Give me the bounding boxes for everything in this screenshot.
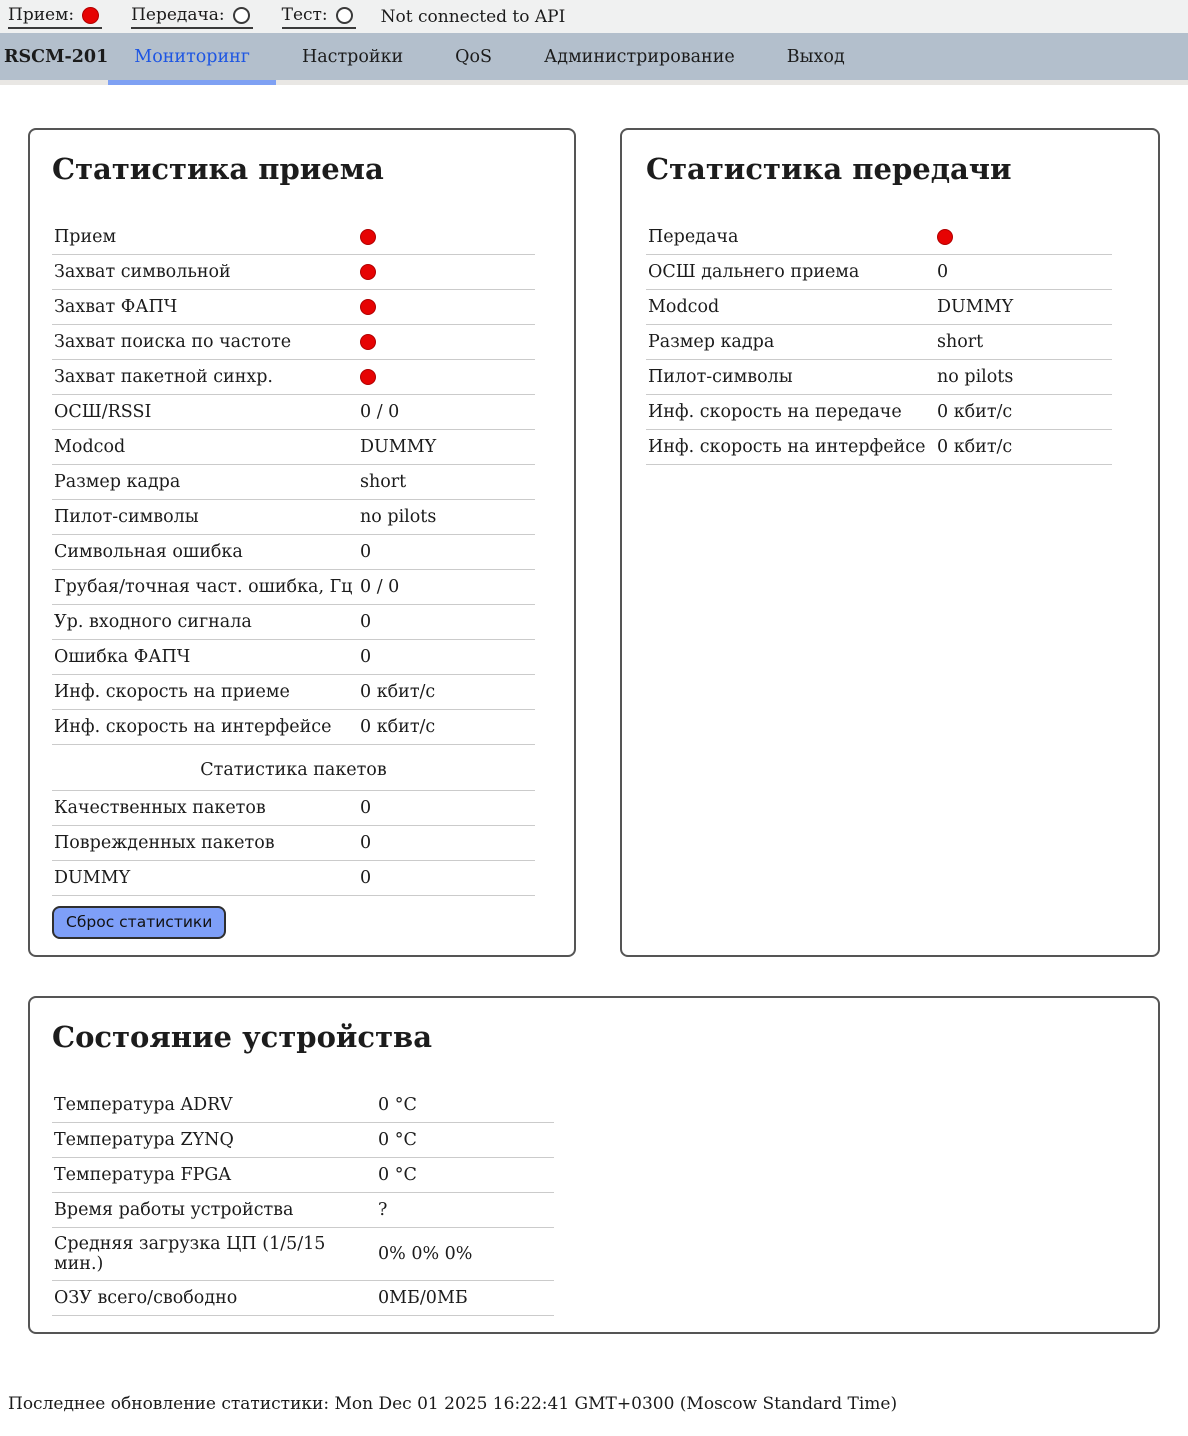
row-value: short [360, 472, 407, 492]
table-row [52, 535, 535, 570]
row-value [360, 264, 376, 280]
table-row [52, 220, 535, 255]
row-label: Захват пакетной синхр. [54, 367, 273, 387]
table-row [52, 1228, 554, 1281]
row-label: Средняя загрузка ЦП (1/5/15 мин.) [54, 1234, 326, 1274]
table-row [52, 360, 535, 395]
table-row [52, 465, 535, 500]
device-state-table [52, 1088, 554, 1316]
row-value [360, 229, 376, 245]
row-value [360, 299, 376, 315]
table-row [52, 290, 535, 325]
row-value: 0МБ/0МБ [378, 1288, 468, 1308]
row-value: 0 [360, 833, 372, 853]
table-row [52, 395, 535, 430]
row-value: DUMMY [937, 297, 1014, 317]
last-update-text: Последнее обновление статистики: Mon Dec 01 2025 16:22:41 GMT+0300 (Moscow Standard Time) [8, 1394, 898, 1414]
table-row [52, 826, 535, 861]
table-row [646, 290, 1112, 325]
status-test [282, 4, 356, 29]
row-label: Пилот-символы [54, 507, 199, 527]
status-test-label: Тест: [281, 5, 328, 25]
table-row [52, 861, 535, 896]
row-label: Температура ADRV [54, 1095, 233, 1115]
table-row [646, 220, 1112, 255]
nav-tab-settings[interactable]: Настройки [301, 46, 404, 67]
table-row [52, 605, 535, 640]
row-label: Modcod [54, 437, 126, 457]
row-label: Инф. скорость на передаче [648, 402, 902, 422]
row-label: Захват поиска по частоте [54, 332, 292, 352]
table-row [52, 1193, 554, 1228]
row-value: 0 [360, 798, 372, 818]
tx-statistics-panel [620, 128, 1160, 957]
nav-tab-qos[interactable]: QoS [455, 46, 493, 67]
main-nav [0, 33, 1188, 85]
status-tx-label: Передача: [131, 5, 225, 25]
row-label: Инф. скорость на интерфейсе [54, 717, 332, 737]
table-row [52, 255, 535, 290]
row-label: Пилот-символы [648, 367, 793, 387]
row-value: 0 / 0 [360, 402, 400, 422]
table-row [646, 325, 1112, 360]
row-value: no pilots [360, 507, 437, 527]
nav-tab-monitoring[interactable]: Мониторинг [108, 33, 276, 85]
table-row [646, 255, 1112, 290]
table-row [52, 1088, 554, 1123]
row-value: 0 / 0 [360, 577, 400, 597]
row-label: Инф. скорость на интерфейсе [648, 437, 926, 457]
status-led-icon [360, 369, 376, 385]
table-row [52, 500, 535, 535]
row-value: 0% 0% 0% [378, 1244, 473, 1264]
status-led-icon [937, 229, 953, 245]
brand-label: RSCM-201 [4, 46, 109, 67]
row-value: 0 кбит/с [937, 437, 1013, 457]
row-label: Размер кадра [54, 472, 181, 492]
row-value: 0 кбит/с [360, 717, 436, 737]
row-value: 0 [360, 647, 372, 667]
row-label: Захват символьной [54, 262, 231, 282]
row-label: Modcod [648, 297, 720, 317]
table-row [52, 675, 535, 710]
row-value: no pilots [937, 367, 1014, 387]
row-value: 0 [360, 612, 372, 632]
table-row [52, 570, 535, 605]
tx-panel-title: Статистика передачи [646, 152, 1012, 186]
reset-statistics-button[interactable]: Сброс статистики [52, 906, 226, 939]
device-panel-title: Состояние устройства [52, 1020, 432, 1054]
row-label: Ошибка ФАПЧ [54, 647, 191, 667]
row-value: DUMMY [360, 437, 437, 457]
row-label: Прием [54, 227, 117, 247]
status-led-icon [82, 7, 99, 24]
table-row [52, 1158, 554, 1193]
status-led-icon [233, 7, 250, 24]
rx-panel-title: Статистика приема [52, 152, 384, 186]
row-label: Температура FPGA [54, 1165, 232, 1185]
row-label: Символьная ошибка [54, 542, 243, 562]
status-rx [8, 4, 102, 29]
status-led-icon [360, 264, 376, 280]
table-row [646, 395, 1112, 430]
table-row [52, 430, 535, 465]
row-label: Грубая/точная част. ошибка, Гц [54, 577, 353, 597]
packets-subtitle: Статистика пакетов [52, 751, 535, 791]
row-label: Передача [648, 227, 739, 247]
device-state-panel [28, 996, 1160, 1334]
main-content [0, 128, 1188, 1334]
row-value [937, 229, 953, 245]
nav-tabs [108, 33, 870, 85]
row-value: 0 °C [378, 1165, 417, 1185]
table-row [52, 640, 535, 675]
table-row [52, 791, 535, 826]
table-row [52, 710, 535, 745]
status-tx [131, 4, 253, 29]
packet-statistics-table [52, 791, 535, 896]
row-value: short [937, 332, 984, 352]
status-led-icon [360, 299, 376, 315]
status-bar [0, 0, 1188, 33]
row-label: Качественных пакетов [54, 798, 266, 818]
row-label: DUMMY [54, 868, 131, 888]
row-label: Поврежденных пакетов [54, 833, 275, 853]
row-label: Ур. входного сигнала [54, 612, 252, 632]
row-value: 0 кбит/с [937, 402, 1013, 422]
status-led-icon [360, 334, 376, 350]
row-value: 0 [937, 262, 949, 282]
row-label: Захват ФАПЧ [54, 297, 178, 317]
status-led-icon [360, 229, 376, 245]
status-rx-label: Прием: [8, 5, 75, 25]
row-label: ОСШ дальнего приема [648, 262, 860, 282]
table-row [646, 430, 1112, 465]
nav-tab-administration[interactable]: Администрирование [544, 46, 735, 67]
row-label: Инф. скорость на приеме [54, 682, 290, 702]
tx-statistics-table [646, 220, 1112, 465]
row-value: 0 [360, 542, 372, 562]
row-value: 0 кбит/с [360, 682, 436, 702]
row-value [360, 334, 376, 350]
status-led-group [8, 4, 385, 29]
row-label: ОСШ/RSSI [54, 402, 152, 422]
row-value: 0 °C [378, 1130, 417, 1150]
table-row [52, 1281, 554, 1316]
row-label: Размер кадра [648, 332, 775, 352]
row-value: 0 °C [378, 1095, 417, 1115]
row-label: ОЗУ всего/свободно [54, 1288, 238, 1308]
status-led-icon [336, 7, 353, 24]
rx-statistics-panel [28, 128, 576, 957]
rx-statistics-table [52, 220, 535, 745]
table-row [646, 360, 1112, 395]
row-value: 0 [360, 868, 372, 888]
row-value [360, 369, 376, 385]
row-label: Время работы устройства [54, 1200, 294, 1220]
table-row [52, 325, 535, 360]
table-row [52, 1123, 554, 1158]
row-label: Температура ZYNQ [54, 1130, 234, 1150]
nav-tab-logout[interactable]: Выход [786, 46, 845, 67]
row-value: ? [378, 1200, 388, 1220]
api-connection-status: Not connected to API [380, 6, 566, 27]
